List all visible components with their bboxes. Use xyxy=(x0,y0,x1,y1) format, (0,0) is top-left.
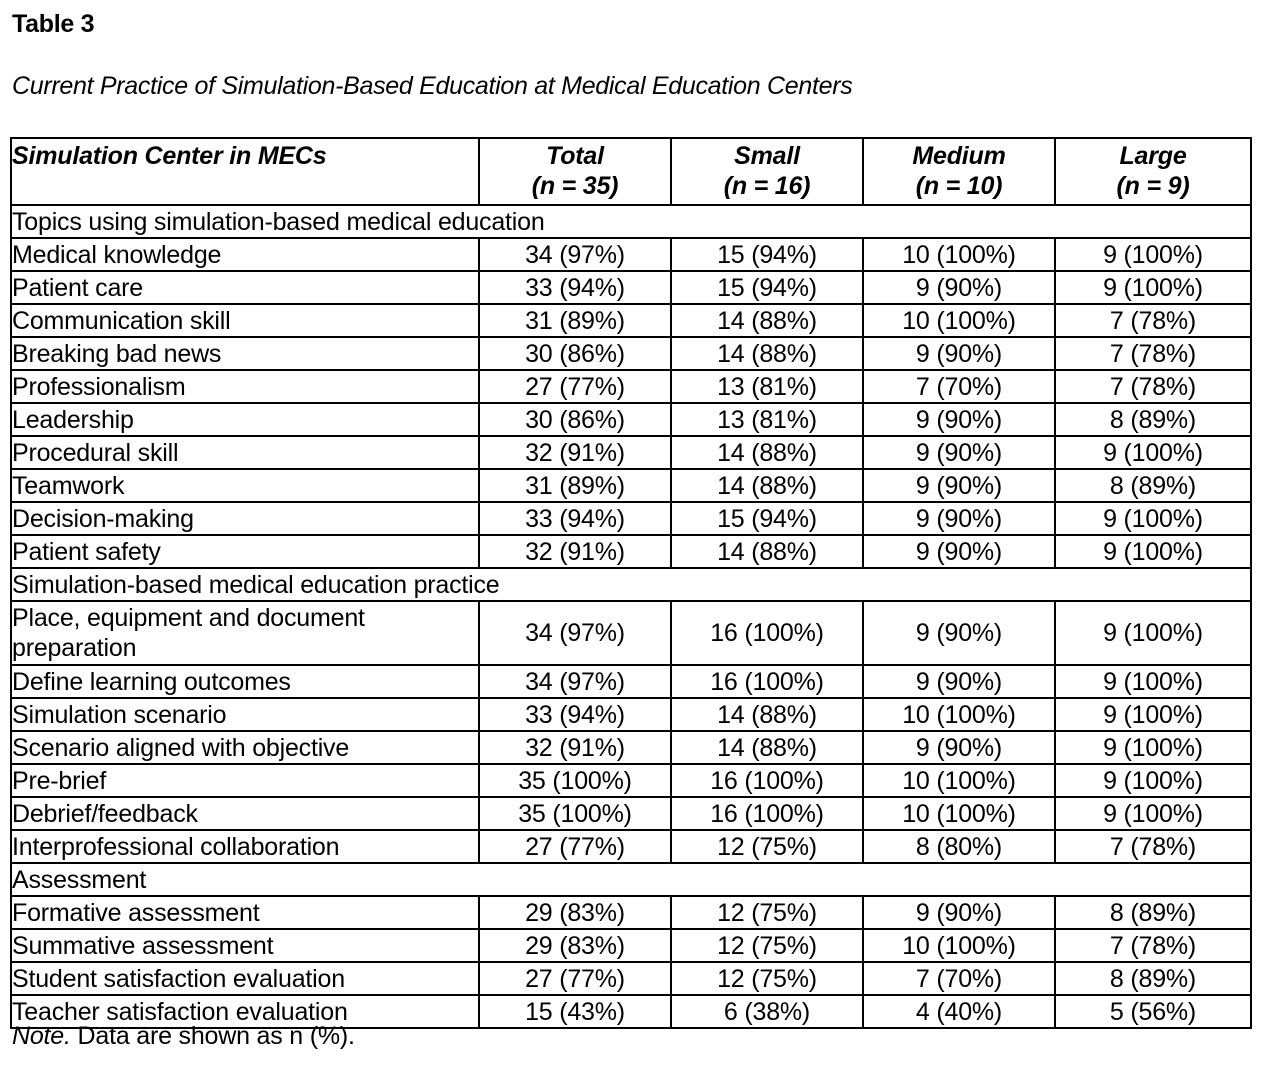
cell-large: 9 (100%) xyxy=(1055,764,1251,797)
cell-large: 9 (100%) xyxy=(1055,698,1251,731)
cell-small: 12 (75%) xyxy=(671,896,863,929)
cell-small: 13 (81%) xyxy=(671,370,863,403)
cell-small: 16 (100%) xyxy=(671,665,863,698)
table-row xyxy=(11,896,1251,929)
table-row xyxy=(11,665,1251,698)
cell-small: 14 (88%) xyxy=(671,469,863,502)
table-row xyxy=(11,403,1251,436)
table-row xyxy=(11,337,1251,370)
cell-total: 31 (89%) xyxy=(479,469,671,502)
table-row xyxy=(11,238,1251,271)
row-label: Communication skill xyxy=(11,304,479,337)
row-label: Patient care xyxy=(11,271,479,304)
cell-large: 9 (100%) xyxy=(1055,601,1251,665)
cell-small: 14 (88%) xyxy=(671,436,863,469)
table-row xyxy=(11,370,1251,403)
cell-medium: 9 (90%) xyxy=(863,337,1055,370)
header-large-n: (n = 9) xyxy=(1116,172,1190,200)
cell-medium: 9 (90%) xyxy=(863,469,1055,502)
cell-large: 8 (89%) xyxy=(1055,403,1251,436)
cell-large: 7 (78%) xyxy=(1055,830,1251,863)
table-row xyxy=(11,797,1251,830)
cell-small: 6 (38%) xyxy=(671,995,863,1028)
table-title: Current Practice of Simulation-Based Education at Medical Education Centers xyxy=(12,72,853,100)
cell-small: 15 (94%) xyxy=(671,238,863,271)
cell-large: 9 (100%) xyxy=(1055,731,1251,764)
table-label: Table 3 xyxy=(12,10,95,38)
row-label: Place, equipment and document preparation xyxy=(11,601,479,665)
table-row xyxy=(11,271,1251,304)
cell-medium: 9 (90%) xyxy=(863,896,1055,929)
table-row xyxy=(11,764,1251,797)
row-label: Simulation scenario xyxy=(11,698,479,731)
row-label: Breaking bad news xyxy=(11,337,479,370)
cell-medium: 9 (90%) xyxy=(863,436,1055,469)
cell-medium: 9 (90%) xyxy=(863,601,1055,665)
cell-small: 12 (75%) xyxy=(671,929,863,962)
section-title: Topics using simulation-based medical education xyxy=(11,205,1251,238)
header-total-n: (n = 35) xyxy=(531,172,619,200)
section-title: Assessment xyxy=(11,863,1251,896)
cell-large: 8 (89%) xyxy=(1055,469,1251,502)
cell-medium: 7 (70%) xyxy=(863,370,1055,403)
row-label: Professionalism xyxy=(11,370,479,403)
cell-medium: 9 (90%) xyxy=(863,535,1055,568)
cell-total: 33 (94%) xyxy=(479,698,671,731)
cell-total: 34 (97%) xyxy=(479,601,671,665)
table-row xyxy=(11,698,1251,731)
cell-medium: 9 (90%) xyxy=(863,403,1055,436)
header-medium-n: (n = 10) xyxy=(915,172,1003,200)
table-row xyxy=(11,436,1251,469)
cell-total: 32 (91%) xyxy=(479,731,671,764)
row-label: Pre-brief xyxy=(11,764,479,797)
cell-total: 29 (83%) xyxy=(479,929,671,962)
cell-medium: 10 (100%) xyxy=(863,698,1055,731)
row-label: Summative assessment xyxy=(11,929,479,962)
cell-total: 35 (100%) xyxy=(479,797,671,830)
cell-large: 9 (100%) xyxy=(1055,665,1251,698)
cell-total: 27 (77%) xyxy=(479,830,671,863)
cell-small: 16 (100%) xyxy=(671,764,863,797)
cell-large: 9 (100%) xyxy=(1055,436,1251,469)
row-label: Scenario aligned with objective xyxy=(11,731,479,764)
row-label: Student satisfaction evaluation xyxy=(11,962,479,995)
cell-small: 12 (75%) xyxy=(671,962,863,995)
section-row xyxy=(11,863,1251,896)
section-row xyxy=(11,568,1251,601)
cell-medium: 9 (90%) xyxy=(863,665,1055,698)
data-table xyxy=(10,137,1252,1029)
cell-large: 7 (78%) xyxy=(1055,337,1251,370)
cell-total: 32 (91%) xyxy=(479,535,671,568)
table-row xyxy=(11,962,1251,995)
cell-large: 5 (56%) xyxy=(1055,995,1251,1028)
cell-total: 15 (43%) xyxy=(479,995,671,1028)
cell-large: 7 (78%) xyxy=(1055,929,1251,962)
cell-total: 34 (97%) xyxy=(479,238,671,271)
cell-total: 27 (77%) xyxy=(479,962,671,995)
cell-total: 27 (77%) xyxy=(479,370,671,403)
table-row xyxy=(11,535,1251,568)
cell-medium: 9 (90%) xyxy=(863,731,1055,764)
cell-medium: 10 (100%) xyxy=(863,238,1055,271)
note-text: Data are shown as n (%). xyxy=(70,1022,355,1050)
cell-medium: 4 (40%) xyxy=(863,995,1055,1028)
cell-large: 8 (89%) xyxy=(1055,962,1251,995)
cell-large: 9 (100%) xyxy=(1055,238,1251,271)
row-label: Define learning outcomes xyxy=(11,665,479,698)
table-row xyxy=(11,469,1251,502)
table-row xyxy=(11,502,1251,535)
cell-large: 9 (100%) xyxy=(1055,271,1251,304)
cell-total: 30 (86%) xyxy=(479,337,671,370)
cell-medium: 10 (100%) xyxy=(863,929,1055,962)
table-row xyxy=(11,731,1251,764)
cell-small: 15 (94%) xyxy=(671,271,863,304)
cell-small: 14 (88%) xyxy=(671,535,863,568)
header-large xyxy=(1055,138,1251,205)
cell-medium: 10 (100%) xyxy=(863,304,1055,337)
cell-total: 33 (94%) xyxy=(479,502,671,535)
header-medium xyxy=(863,138,1055,205)
cell-total: 29 (83%) xyxy=(479,896,671,929)
cell-large: 7 (78%) xyxy=(1055,304,1251,337)
header-small xyxy=(671,138,863,205)
cell-total: 35 (100%) xyxy=(479,764,671,797)
cell-small: 13 (81%) xyxy=(671,403,863,436)
section-title: Simulation-based medical education practice xyxy=(11,568,1251,601)
cell-total: 33 (94%) xyxy=(479,271,671,304)
table-note xyxy=(12,1022,355,1051)
cell-large: 9 (100%) xyxy=(1055,502,1251,535)
cell-small: 16 (100%) xyxy=(671,797,863,830)
cell-small: 16 (100%) xyxy=(671,601,863,665)
cell-small: 14 (88%) xyxy=(671,731,863,764)
cell-small: 15 (94%) xyxy=(671,502,863,535)
note-prefix: Note. xyxy=(12,1022,71,1050)
header-category xyxy=(11,138,479,205)
table-body xyxy=(11,205,1251,1028)
cell-small: 14 (88%) xyxy=(671,304,863,337)
table-row xyxy=(11,830,1251,863)
header-small-label: Small xyxy=(734,142,800,170)
cell-medium: 9 (90%) xyxy=(863,502,1055,535)
row-label: Leadership xyxy=(11,403,479,436)
section-row xyxy=(11,205,1251,238)
cell-medium: 10 (100%) xyxy=(863,797,1055,830)
cell-total: 34 (97%) xyxy=(479,665,671,698)
cell-small: 12 (75%) xyxy=(671,830,863,863)
header-large-label: Large xyxy=(1119,142,1187,170)
cell-total: 32 (91%) xyxy=(479,436,671,469)
cell-small: 14 (88%) xyxy=(671,698,863,731)
row-label: Teacher satisfaction evaluation xyxy=(11,995,479,1028)
table-row xyxy=(11,601,1251,665)
row-label: Procedural skill xyxy=(11,436,479,469)
header-row xyxy=(11,138,1251,205)
header-small-n: (n = 16) xyxy=(723,172,811,200)
cell-large: 9 (100%) xyxy=(1055,535,1251,568)
row-label: Teamwork xyxy=(11,469,479,502)
table-header xyxy=(11,138,1251,205)
cell-large: 9 (100%) xyxy=(1055,797,1251,830)
cell-medium: 7 (70%) xyxy=(863,962,1055,995)
row-label: Medical knowledge xyxy=(11,238,479,271)
cell-large: 8 (89%) xyxy=(1055,896,1251,929)
header-medium-label: Medium xyxy=(912,142,1006,170)
header-category-label: Simulation Center in MECs xyxy=(12,142,327,170)
table-row xyxy=(11,929,1251,962)
header-total-label: Total xyxy=(546,142,604,170)
header-total xyxy=(479,138,671,205)
cell-total: 30 (86%) xyxy=(479,403,671,436)
row-label: Formative assessment xyxy=(11,896,479,929)
cell-small: 14 (88%) xyxy=(671,337,863,370)
cell-medium: 8 (80%) xyxy=(863,830,1055,863)
cell-medium: 10 (100%) xyxy=(863,764,1055,797)
cell-medium: 9 (90%) xyxy=(863,271,1055,304)
row-label: Patient safety xyxy=(11,535,479,568)
row-label: Decision-making xyxy=(11,502,479,535)
row-label: Interprofessional collaboration xyxy=(11,830,479,863)
cell-total: 31 (89%) xyxy=(479,304,671,337)
row-label: Debrief/feedback xyxy=(11,797,479,830)
table-row xyxy=(11,304,1251,337)
cell-large: 7 (78%) xyxy=(1055,370,1251,403)
